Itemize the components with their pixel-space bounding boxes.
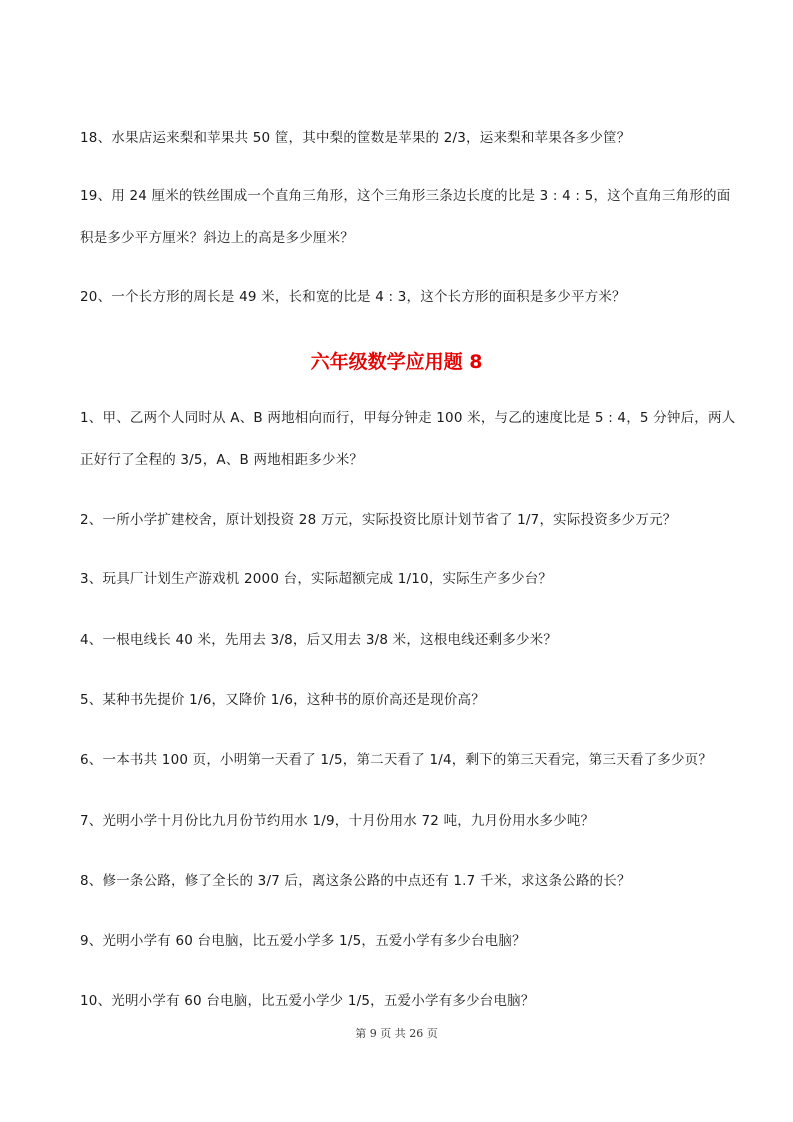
page-number-footer: 第 9 页 共 26 页 [355, 1027, 438, 1040]
question-6: 6、一本书共 100 页，小明第一天看了 1/5，第二天看了 1/4，剩下的第三天看完，第三天看了多少页？ [80, 752, 713, 768]
question-1-line-1: 1、甲、乙两个人同时从 A、B 两地相向而行，甲每分钟走 100 米，与乙的速度比是 5 : 4，5 分钟后，两人 [80, 410, 736, 426]
question-19-line-2: 积是多少平方厘米？斜边上的高是多少厘米？ [80, 230, 354, 246]
question-9: 9、光明小学有 60 台电脑，比五爱小学多 1/5，五爱小学有多少台电脑？ [80, 933, 526, 949]
question-7: 7、光明小学十月份比九月份节约用水 1/9，十月份用水 72 吨，九月份用水多少吨？ [80, 813, 595, 829]
section-title: 六年级数学应用题 8 [310, 351, 483, 373]
question-18: 18、水果店运来梨和苹果共 50 筐，其中梨的筐数是苹果的 2/3，运来梨和苹果各多少筐？ [80, 130, 631, 146]
question-4: 4、一根电线长 40 米，先用去 3/8，后又用去 3/8 米，这根电线还剩多少米？ [80, 632, 558, 648]
question-2: 2、一所小学扩建校舍，原计划投资 28 万元，实际投资比原计划节省了 1/7，实际投资多少万元？ [80, 512, 677, 528]
question-3: 3、玩具厂计划生产游戏机 2000 台，实际超额完成 1/10，实际生产多少台？ [80, 571, 553, 587]
question-8: 8、修一条公路，修了全长的 3/7 后，离这条公路的中点还有 1.7 千米，求这条公路的长？ [80, 873, 631, 889]
question-19-line-1: 19、用 24 厘米的铁丝围成一个直角三角形，这个三角形三条边长度的比是 3 : 4 : 5，这个直角三角形的面 [80, 188, 731, 204]
question-10: 10、光明小学有 60 台电脑，比五爱小学少 1/5，五爱小学有多少台电脑？ [80, 993, 535, 1009]
question-1-line-2: 正好行了全程的 3/5，A、B 两地相距多少米？ [80, 452, 364, 468]
question-5: 5、某种书先提价 1/6，又降价 1/6，这种书的原价高还是现价高？ [80, 692, 485, 708]
question-20: 20、一个长方形的周长是 49 米，长和宽的比是 4 : 3，这个长方形的面积是多少平方米？ [80, 289, 626, 305]
